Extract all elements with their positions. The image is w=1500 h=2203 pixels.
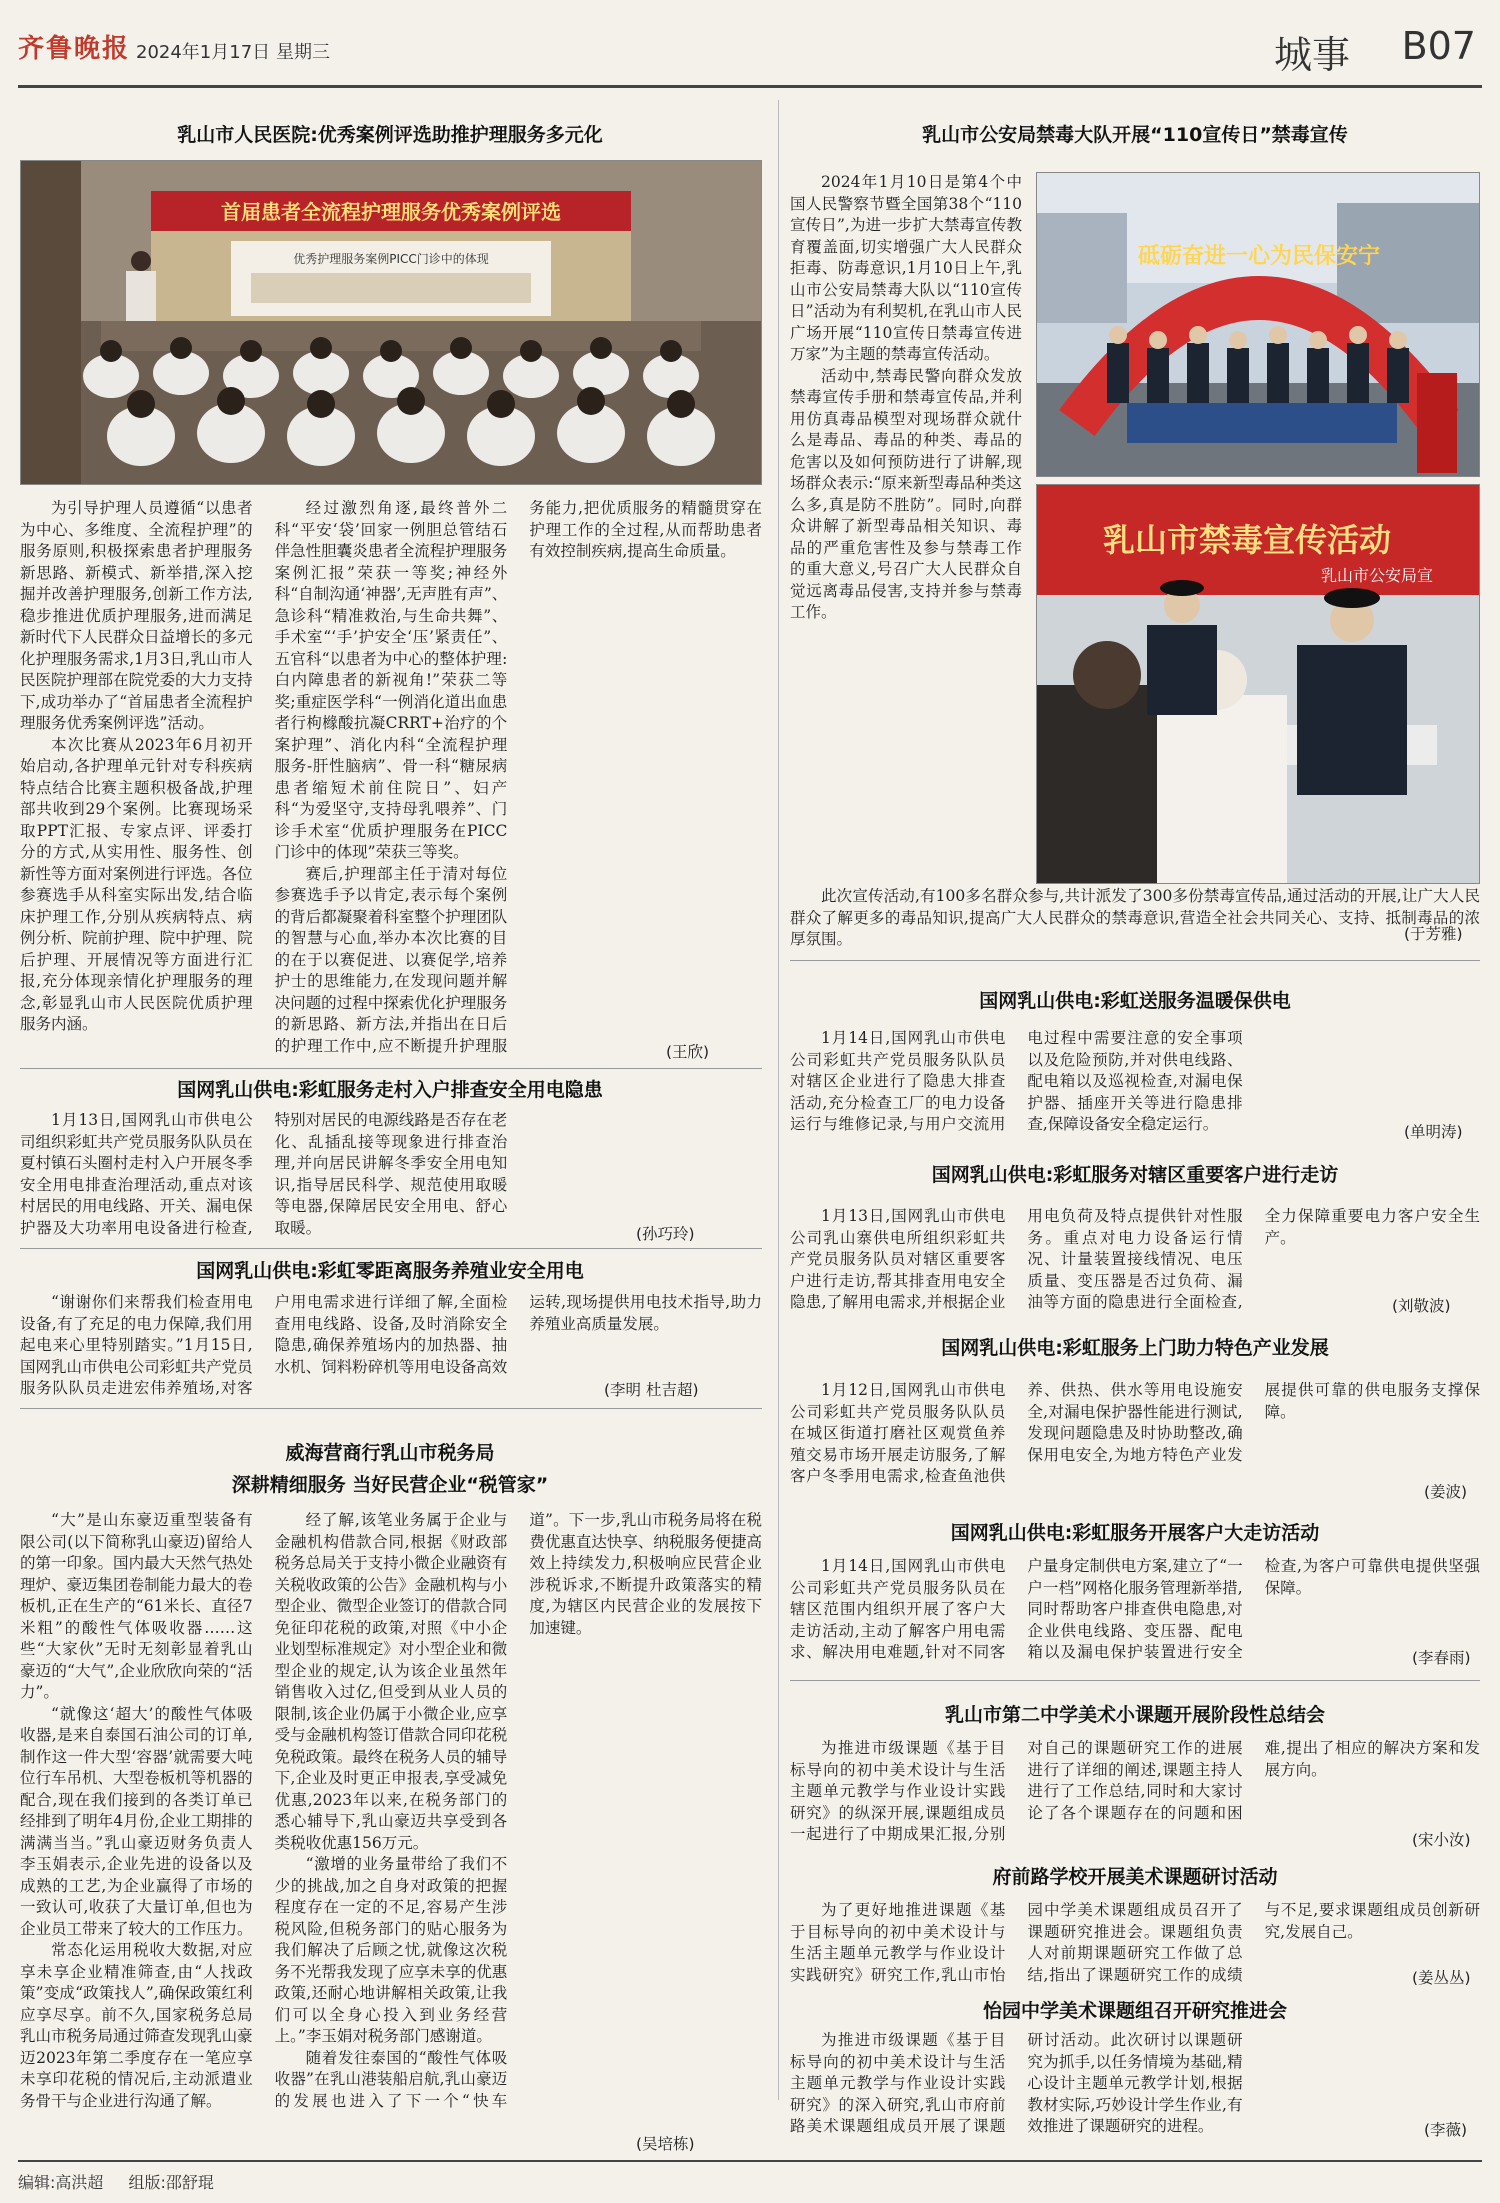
paragraph: 1月14日,国网乳山市供电公司彩虹共产党员服务队员在辖区范围内组织开展了客户大走访活动,主动了解客户用电需求、解决用电难题,针对不同客户量身定制供电方案,建立了“一户一档”网格化服务管理新举措,同时帮助客户排查供电隐患,对企业供电线路、变压器、配电箱以及漏电保护装置进行安全检查,为客户可靠供电提供坚强保障。 — [790, 1557, 1480, 1661]
article-body-tax — [20, 1510, 762, 2128]
article-title-special-industry: 国网乳山供电:彩虹服务上门助力特色产业发展 — [941, 1337, 1329, 1359]
paragraph: 此次宣传活动,有100多名群众参与,共计派发了300多份禁毒宣传品,通过活动的开展,让广大人民群众了解更多的毒品知识,提高广大人民群众的禁毒意识,营造全社会共同关心、支持、抵制毒品的浓厚氛围。 — [790, 887, 1480, 948]
paragraph: 2024年1月10日是第4个中国人民警察节暨全国第38个“110宣传日”,为进一步扩大禁毒宣传教育覆盖面,切实增强广大人民群众拒毒、防毒意识,1月10日上午,乳山市公安局禁毒大队以“110宣传日”活动为有利契机,在乳山市人民广场开展“110宣传日禁毒宣传进万家”为主题的禁毒宣传活动。 — [790, 173, 1022, 363]
paragraph: “谢谢你们来帮我们检查用电设备,有了充足的电力保障,我们用起电来心里特别踏实。”1月15日,国网乳山市供电公司彩虹共产党员服务队队员走进宏伟养殖场,对客户用电需求进行详细了解,全面检查用电线路、设备,及时消除安全隐患,确保养殖场内的加热器、抽水机、饲料粉碎机等用电设备高效运转,现场提供用电技术指导,助力养殖业高质量发展。 — [20, 1293, 762, 1397]
paragraph: 常态化运用税收大数据,对应享未享企业精准筛查,由“人找政策”变成“政策找人”,确保政策红利应享尽享。前不久,国家税务总局乳山市税务局通过筛查发现乳山豪迈2023年第二季度存在一笔应享未享印花税的情况后,主动派遣业务骨干与企业进行沟通了解。 — [20, 1941, 253, 2110]
hospital-banner-text: 首届患者全流程护理服务优秀案例评选 — [221, 200, 561, 224]
photo-police-booth — [1036, 484, 1480, 884]
article-title-tax: 威海营商行乳山市税务局 — [285, 1442, 495, 1464]
police-booth-illustration — [1037, 485, 1480, 884]
article-body-warm-service — [790, 1028, 1480, 1136]
article-body-special-industry — [790, 1380, 1480, 1488]
article-author: (于芳雅) — [1404, 925, 1463, 943]
article-author: (李春雨) — [1412, 1649, 1471, 1667]
paragraph: 1月14日,国网乳山市供电公司彩虹共产党员服务队队员对辖区企业进行了隐患大排查活动,充分检查工厂的电力设备运行与维修记录,与用户交流用电过程中需要注意的安全事项以及危险预防,并对供电线路、配电箱以及巡视检查,对漏电保护器、插座开关等进行隐患排查,保障设备安全稳定运行。 — [790, 1029, 1243, 1133]
article-author: (刘敬波) — [1392, 1297, 1451, 1315]
paragraph: “就像这‘超大’的酸性气体吸收器,是来自泰国石油公司的订单,制作这一件大型‘容器’就需要大吨位行车吊机、大型卷板机等机器的配合,现在我们接到的各类订单已经排到了明年4月份,企业工期排的满满当当。”乳山豪迈财务负责人李玉娟表示,企业先进的设备以及成熟的工艺,为企业赢得了市场的一致认可,收获了大量订单,但也为企业员工带来了较大的工作压力。 — [20, 1704, 253, 1938]
paragraph: 为了更好地推进课题《基于目标导向的初中美术设计与生活主题单元教学与作业设计实践研究》研究工作,乳山市怡园中学美术课题组成员召开了课题研究推进会。课题组负责人对前期课题研究工作做了总结,指出了课题研究工作的成绩与不足,要求课题组成员创新研究,发展自己。 — [790, 1901, 1480, 1984]
article-author: (姜丛丛) — [1412, 1969, 1471, 1987]
police-banner-subtext: 乳山市公安局宣 — [1320, 566, 1434, 585]
article-title-police: 乳山市公安局禁毒大队开展“110宣传日”禁毒宣传 — [922, 124, 1348, 146]
article-author: (单明涛) — [1404, 1123, 1463, 1141]
paragraph: 为推进市级课题《基于目标导向的初中美术设计与生活主题单元教学与作业设计实践研究》的深入研究,乳山市府前路美术课题组成员开展了课题研讨活动。此次研讨以课题研究为抓手,以任务情境为基础,精心设计主题单元教学计划,根据教材实际,巧妙设计学生作业,有效推进了课题研究的进程。 — [790, 2031, 1243, 2135]
paragraph: 赛后,护理部主任于清对每位参赛选手予以肯定,表示每个案例的背后都凝聚着科室整个护理团队的智慧与心血,举办本次比赛的目的在于以赛促进、以赛促学,培养护士的思维能力,在发现问题并解决问题的过程中探索优化护理服务的新思路、新方法,并指出在日后的护理工作中,应不断提升护理服务能力,把优质服务的精髓贯穿在护理工作的全过程,从而帮助患者有效控制疾病,提高生命质量。 — [274, 499, 762, 1055]
paragraph: 为推进市级课题《基于目标导向的初中美术设计与生活主题单元教学与作业设计实践研究》的纵深开展,课题组成员一起进行了中期成果汇报,分别对自己的课题研究工作的进展进行了详细的阐述,课题主持人进行了工作总结,同时和大家讨论了各个课题存在的问题和困难,提出了相应的解决方案和发展方向。 — [790, 1739, 1480, 1843]
article-separator — [20, 1068, 762, 1069]
article-body-client-visit — [790, 1556, 1480, 1664]
article-author: (吴培栋) — [636, 2135, 695, 2153]
article-body-police-narrow — [790, 172, 1022, 886]
article-separator — [20, 1408, 762, 1409]
paragraph: 经过激烈角逐,最终普外二科“平安‘袋’回家一例胆总管结石伴急性胆囊炎患者全流程护理服务案例汇报”荣获一等奖;神经外科“自制沟通‘神器’,无声胜有声”、急诊科“精准救治,与生命共舞”、手术室“‘手’护安全‘压’紧责任”、五官科“以患者为中心的整体护理:白内障患者的新视角!”荣获二等奖;重症医学科“一例消化道出血患者行枸橼酸抗凝CRRT+治疗的个案护理”、消化内科“全流程护理服务-肝性脑病”、骨一科“糖尿病患者缩短术前住院日”、妇产科“为爱坚守,支持母乳喂养”、门诊手术室“优质护理服务在PICC门诊中的体现”荣获三等奖。 — [274, 499, 508, 861]
newspaper-logo: 齐鲁晚报 — [18, 34, 131, 64]
page-number: B07 — [1401, 24, 1476, 68]
article-body-police-end — [790, 886, 1480, 956]
police-arch-text: 砥砺奋进一心为民保安宁 — [1137, 244, 1381, 269]
article-title-fuqian-seminar: 府前路学校开展美术课题研讨活动 — [992, 1866, 1278, 1888]
article-body-fuqian-seminar — [790, 1900, 1480, 1986]
page-footer — [18, 2160, 1482, 2193]
paragraph: “大”是山东豪迈重型装备有限公司(以下简称乳山豪迈)留给人的第一印象。国内最大天然气热处理炉、豪迈集团卷制能力最大的卷板机,正在生产的“61米长、直径7米粗”的酸性气体吸收器……这些“大家伙”无时无刻彰显着乳山豪迈的“大气”,企业欣欣向荣的“活力”。 — [20, 1511, 253, 1701]
police-banner-text: 乳山市禁毒宣传活动 — [1102, 521, 1392, 559]
article-author: (李薇) — [1424, 2121, 1468, 2139]
paragraph: 为引导护理人员遵循“以患者为中心、多维度、全流程护理”的服务原则,积极探索患者护理服务新思路、新模式、新举措,深入挖掘并改善护理服务,创新工作方法,稳步推进优质护理服务,进而满足新时代下人民群众日益增长的多元化护理服务需求,1月3日,乳山市人民医院护理部在院党委的大力支持下,成功举办了“首届患者全流程护理服务优秀案例评选”活动。 — [20, 499, 253, 732]
paragraph: 随着发往泰国的“酸性气体吸收器”在乳山港装船启航,乳山豪迈的发展也进入了下一个“快车道”。下一步,乳山市税务局将在税费优惠直达快享、纳税服务便捷高效上持续发力,积极响应民营企业涉税诉求,不断提升政策落实的精度,为辖区内民营企业的发展按下加速键。 — [274, 1511, 762, 2110]
article-author: (姜波) — [1424, 1483, 1468, 1501]
article-body-yiyuan-meeting — [790, 2030, 1480, 2138]
photo-police-arch — [1036, 172, 1480, 477]
article-separator — [790, 1680, 1480, 1681]
hospital-meeting-illustration — [21, 161, 762, 485]
paragraph: 1月12日,国网乳山市供电公司彩虹共产党员服务队队员在城区街道打磨社区观赏鱼养殖交易市场开展走访服务,了解客户冬季用电需求,检查鱼池供养、供热、供水等用电设施安全,对漏电保护器性能进行测试,发现问题隐患及时协助整改,确保用电安全,为地方特色产业发展提供可靠的供电服务支撑保障。 — [790, 1381, 1480, 1485]
article-body-key-clients — [790, 1206, 1480, 1314]
article-title-art-summary: 乳山市第二中学美术小课题开展阶段性总结会 — [944, 1704, 1325, 1726]
article-body-art-summary — [790, 1738, 1480, 1846]
article-title-farm-power: 国网乳山供电:彩虹零距离服务养殖业安全用电 — [196, 1260, 584, 1282]
article-subtitle-tax: 深耕精细服务 当好民营企业“税管家” — [231, 1474, 549, 1496]
masthead — [18, 18, 1482, 88]
article-title-hospital: 乳山市人民医院:优秀案例评选助推护理服务多元化 — [177, 124, 603, 146]
article-author: (孙巧玲) — [636, 1225, 695, 1243]
paragraph: 经了解,该笔业务属于企业与金融机构借款合同,根据《财政部 税务总局关于支持小微企业融资有关税收政策的公告》金融机构与小型企业、微型企业签订的借款合同免征印花税的政策,对照《中小企业划型标准规定》对小型企业和微型企业的规定,认为该企业虽然年销售收入过亿,但受到从业人员的限制,该企业仍属于小微企业,应享受与金融机构签订借款合同印花税免税政策。最终在税务人员的辅导下,企业及时更正申报表,享受减免优惠,2023年以来,在税务部门的悉心辅导下,乳山豪迈共享受到各类税收优惠156万元。 — [274, 1511, 508, 1852]
article-title-warm-service: 国网乳山供电:彩虹送服务温暖保供电 — [979, 990, 1291, 1012]
article-separator — [790, 960, 1480, 961]
article-body-hospital — [20, 498, 762, 1058]
article-title-key-clients: 国网乳山供电:彩虹服务对辖区重要客户进行走访 — [931, 1164, 1339, 1186]
article-author: (宋小汝) — [1412, 1831, 1471, 1849]
police-arch-illustration — [1037, 173, 1480, 477]
article-title-village-power: 国网乳山供电:彩虹服务走村入户排查安全用电隐患 — [177, 1079, 603, 1101]
paragraph: “激增的业务量带给了我们不少的挑战,加之自身对政策的把握程度存在一定的不足,容易产生涉税风险,但税务部门的贴心服务为我们解决了后顾之忧,就像这次税务不光帮我发现了应享未享的优惠政策,还耐心地讲解相关政策,让我们可以全身心投入到业务经营上。”李玉娟对税务部门感谢道。 — [274, 1855, 508, 2045]
article-title-client-visit: 国网乳山供电:彩虹服务开展客户大走访活动 — [950, 1522, 1320, 1544]
article-author: (李明 杜吉超) — [604, 1381, 699, 1399]
paragraph: 1月13日,国网乳山市供电公司组织彩虹共产党员服务队队员在夏村镇石头圈村走村入户开展冬季安全用电排查治理活动,重点对该村居民的用电线路、开关、漏电保护器及大功率用电设备进行检查,特别对居民的电源线路是否存在老化、乱插乱接等现象进行排查治理,并向居民讲解冬季安全用电知识,指导居民科学、规范使用取暖等电器,保障居民安全用电、舒心取暖。 — [20, 1111, 508, 1237]
hospital-screen-text: 优秀护理服务案例PICC门诊中的体现 — [293, 252, 489, 266]
paragraph: 本次比赛从2023年6月初开始启动,各护理单元针对专科疾病特点结合比赛主题积极备战,护理部共收到29个案例。比赛现场采取PPT汇报、专家点评、评委打分的方式,从实用性、服务性、创新性等方面对案例进行评选。各位参赛选手从科室实际出发,结合临床护理工作,分别从疾病特点、病例分析、院前护理、院中护理、院后护理、开展情况等方面进行汇报,充分体现亲情化护理服务的理念,彰显乳山市人民医院优质护理服务内涵。 — [20, 735, 253, 1033]
article-author: (王欣) — [666, 1043, 710, 1061]
layout-credit: 组版:邵舒琨 — [128, 2173, 214, 2192]
photo-hospital-meeting — [20, 160, 762, 485]
section-name: 城事 — [1273, 33, 1350, 77]
article-title-yiyuan-meeting: 怡园中学美术课题组召开研究推进会 — [982, 2000, 1287, 2022]
article-separator — [20, 1248, 762, 1249]
column-divider — [778, 100, 779, 2100]
paragraph: 活动中,禁毒民警向群众发放禁毒宣传手册和禁毒宣传品,并利用仿真毒品模型对现场群众就什么是毒品、毒品的种类、毒品的危害以及如何预防进行了讲解,现场群众表示:“原来新型毒品种类这么多,真是防不胜防”。同时,向群众讲解了新型毒品相关知识、毒品的严重危害性及参与禁毒工作的重大意义,号召广大人民群众自觉远离毒品侵害,支持并参与禁毒工作。 — [790, 366, 1022, 621]
editor-credit: 编辑:高洪超 — [18, 2173, 104, 2192]
issue-weekday: 星期三 — [276, 42, 330, 63]
issue-date: 2024年1月17日 — [136, 42, 271, 63]
paragraph: 1月13日,国网乳山市供电公司乳山寨供电所组织彩虹共产党员服务队员对辖区重要客户进行走访,帮其排查用电安全隐患,了解用电需求,并根据企业用电负荷及特点提供针对性服务。重点对电力设备运行情况、计量装置接线情况、电压质量、变压器是否过负荷、漏油等方面的隐患进行全面检查,全力保障重要电力客户安全生产。 — [790, 1207, 1480, 1311]
